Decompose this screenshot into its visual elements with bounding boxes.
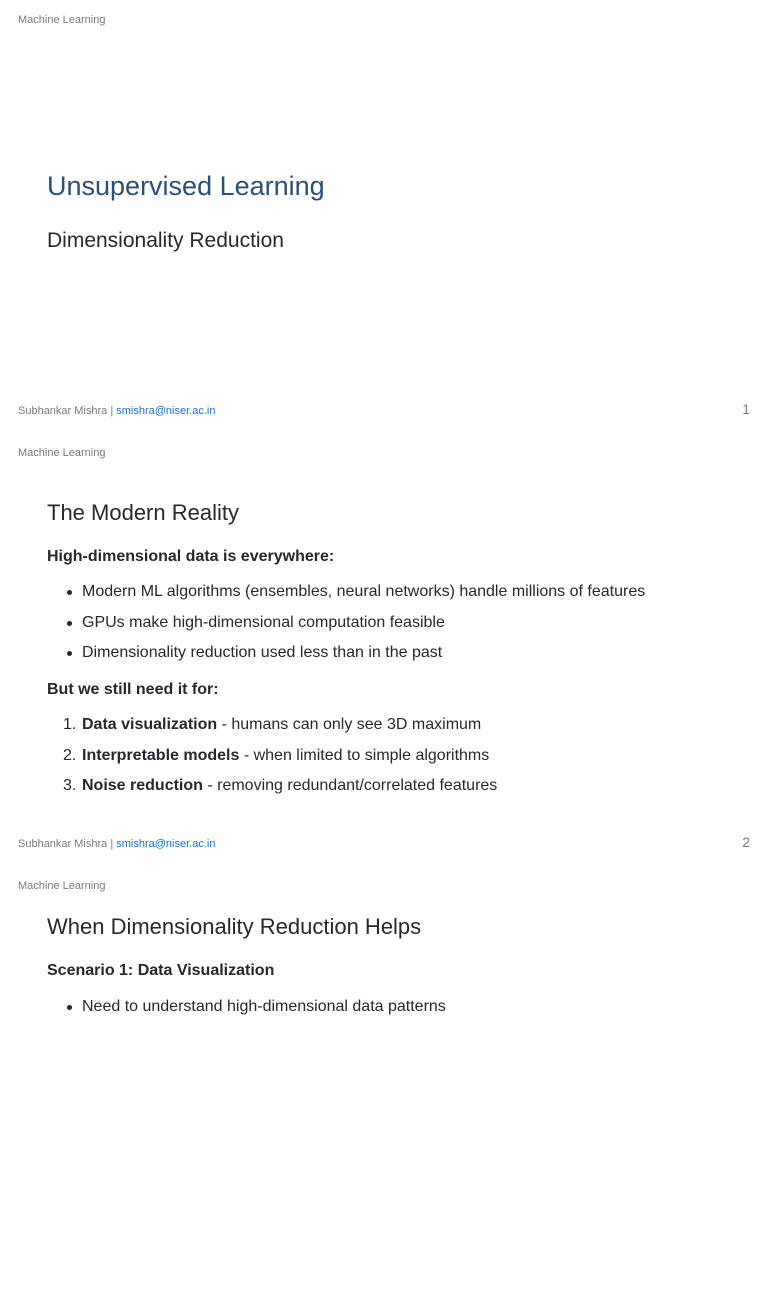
slide-header: Machine Learning (18, 880, 106, 892)
list-number: 2. (63, 746, 77, 764)
slide-title: When Dimensionality Reduction Helps (47, 914, 422, 939)
section-heading: But we still need it for: (47, 681, 219, 698)
slide-header: Machine Learning (18, 447, 106, 459)
slide-subtitle: Dimensionality Reduction (47, 229, 284, 252)
list-item-term: Noise reduction (82, 777, 203, 794)
list-item (47, 992, 446, 1023)
numbered-list (47, 710, 497, 802)
list-item-text: - when limited to simple algorithms (239, 746, 490, 764)
list-item (47, 710, 497, 741)
section-heading: High-dimensional data is everywhere: (47, 548, 335, 565)
footer-email-link[interactable]: smishra@niser.ac.in (116, 405, 216, 417)
list-item (47, 741, 497, 772)
bullet-icon (67, 651, 72, 656)
list-item-term: Interpretable models (82, 746, 240, 764)
bullet-list (47, 577, 645, 669)
list-item-text: - humans can only see 3D maximum (217, 716, 482, 733)
footer-author: Subhankar Mishra | (18, 405, 114, 417)
list-item (47, 638, 645, 669)
list-number: 1. (63, 716, 77, 733)
slide-2 (0, 433, 768, 866)
page-number: 2 (742, 834, 750, 850)
list-item-text: - removing redundant/correlated features (202, 777, 498, 794)
bullet-icon (67, 1005, 72, 1010)
slide-footer (18, 405, 215, 417)
bullet-icon (67, 590, 72, 595)
slide-title: The Modern Reality (47, 500, 239, 525)
bullet-icon (67, 621, 72, 626)
slide-3 (0, 866, 768, 1299)
list-item-text: GPUs make high-dimensional computation feasible (82, 613, 445, 631)
footer-author: Subhankar Mishra | (18, 838, 114, 850)
slide-title: Unsupervised Learning (47, 171, 325, 201)
list-item (47, 577, 645, 608)
footer-email-link[interactable]: smishra@niser.ac.in (116, 838, 216, 850)
list-item (47, 608, 645, 639)
list-item-term: Data visualization (82, 716, 218, 733)
list-number: 3. (63, 777, 77, 794)
page-number: 1 (742, 401, 750, 417)
slide-footer (18, 838, 215, 850)
list-item-text: Modern ML algorithms (ensembles, neural networks) handle millions of features (82, 583, 646, 600)
slide-header: Machine Learning (18, 14, 106, 26)
slide-1 (0, 0, 768, 433)
list-item-text: Dimensionality reduction used less than in the past (82, 644, 443, 661)
bullet-list (47, 992, 446, 1023)
list-item (47, 771, 497, 802)
section-heading: Scenario 1: Data Visualization (47, 962, 275, 979)
list-item-text: Need to understand high-dimensional data patterns (82, 998, 446, 1015)
